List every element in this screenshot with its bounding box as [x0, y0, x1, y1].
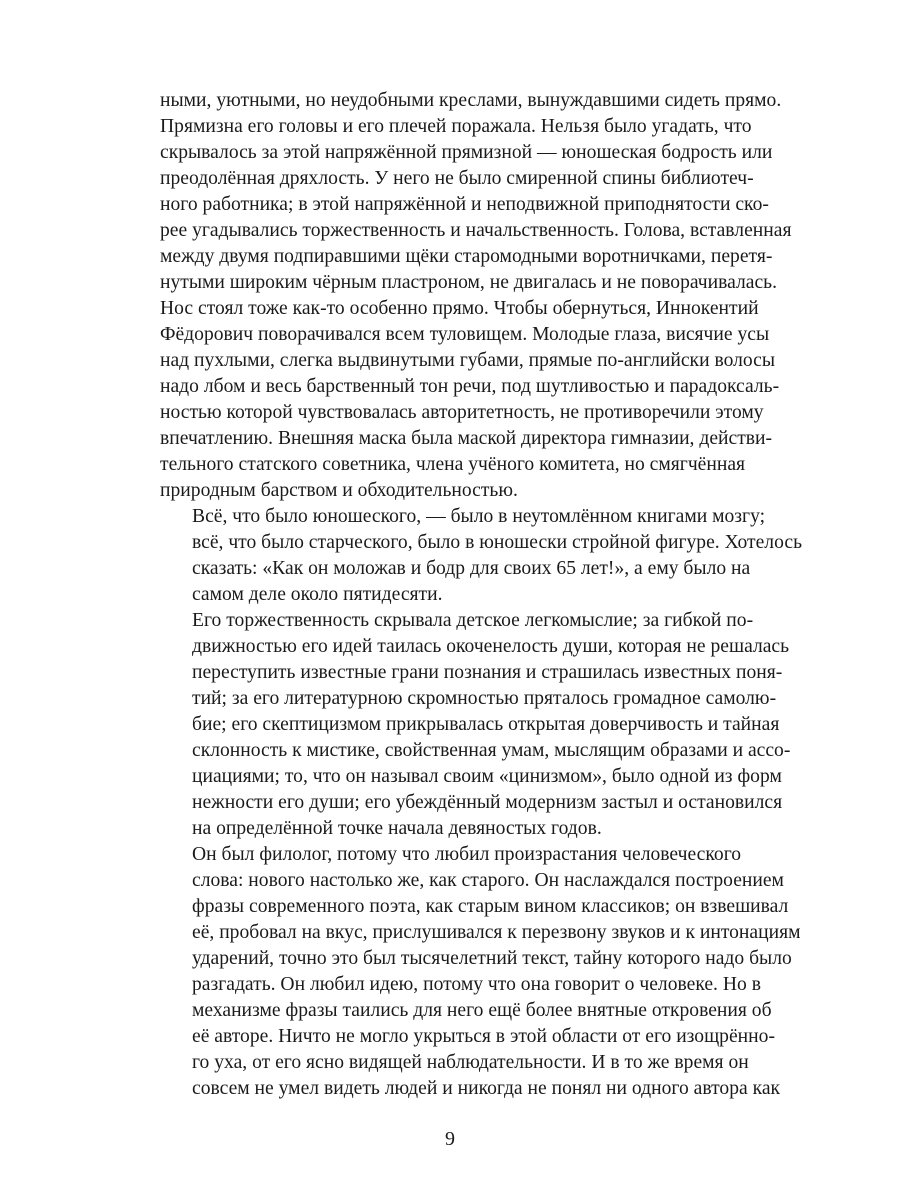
text-line: ностью которой чувствовалась авторитетность, не противоречили этому — [160, 402, 764, 423]
text-line: надо лбом и весь барственный тон речи, под шутливостью и парадоксаль- — [160, 376, 780, 397]
text-line: скрывалось за этой напряжённой прямизной — юношеская бодрость или — [160, 142, 773, 163]
paragraph — [160, 842, 801, 1102]
text-line: её авторе. Ничто не могло укрыться в этой области от его изощрённо- — [192, 1026, 775, 1047]
text-line: тельного статского советника, члена учёного комитета, но смягчённая — [160, 454, 746, 475]
text-line: переступить известные грани познания и страшилась известных поня- — [192, 662, 783, 683]
text-line: рее угадывались торжественность и начальственность. Голова, вставленная — [160, 220, 792, 241]
page-number: 9 — [445, 1128, 455, 1150]
paragraph — [160, 88, 792, 504]
text-line: сказать: «Как он моложав и бодр для своих 65 лет!», а ему было на — [192, 558, 751, 579]
text-line: ударений, точно это был тысячелетний текст, тайну которого надо было — [192, 948, 792, 969]
page-body — [160, 88, 802, 1102]
text-line: Его торжественность скрывала детское легкомыслие; за гибкой по- — [192, 610, 754, 631]
text-line: ными, уютными, но неудобными креслами, вынуждавшими сидеть прямо. — [160, 90, 782, 111]
text-line: Прямизна его головы и его плечей поражала. Нельзя было угадать, что — [160, 116, 752, 137]
text-line: склонность к мистике, свойственная умам, мыслящим образами и ассо- — [192, 740, 791, 761]
text-line: природным барством и обходительностью. — [160, 480, 518, 501]
text-line: движностью его идей таилась окоченелость души, которая не решалась — [192, 636, 790, 657]
text-line: самом деле около пятидесяти. — [192, 584, 443, 605]
text-line: впечатлению. Внешняя маска была маской директора гимназии, действи- — [160, 428, 773, 449]
text-line: её, пробовал на вкус, прислушивался к перезвону звуков и к интонациям — [192, 922, 801, 943]
text-line: тий; за его литературною скромностью пряталось громадное самолю- — [192, 688, 777, 709]
text-line: циациями; то, что он называл своим «цинизмом», было одной из форм — [192, 766, 782, 787]
text-line: между двумя подпиравшими щёки старомодными воротничками, перетя- — [160, 246, 773, 267]
text-line: нежности его души; его убеждённый модернизм застыл и остановился — [192, 792, 783, 813]
text-line: слова: нового настолько же, как старого. Он наслаждался построением — [192, 870, 784, 891]
text-line: ного работника; в этой напряжённой и неподвижной приподнятости ско- — [160, 194, 769, 215]
text-line: го уха, от его ясно видящей наблюдательности. И в то же время он — [192, 1052, 749, 1073]
text-line: преодолённая дряхлость. У него не было смиренной спины библиотеч- — [160, 168, 754, 189]
text-line: нутыми широким чёрным пластроном, не двигалась и не поворачивалась. — [160, 272, 777, 293]
paragraph — [160, 504, 802, 608]
text-line: на определённой точке начала девяностых годов. — [192, 818, 602, 839]
text-line: Он был филолог, потому что любил произрастания человеческого — [192, 844, 742, 865]
paragraph — [160, 608, 791, 842]
text-line: фразы современного поэта, как старым вином классиков; он взвешивал — [192, 896, 789, 917]
text-line: Всё, что было юношеского, — было в неутомлённом книгами мозгу; — [192, 506, 766, 527]
text-line: бие; его скептицизмом прикрывалась открытая доверчивость и тайная — [192, 714, 780, 735]
text-line: над пухлыми, слегка выдвинутыми губами, прямые по-английски волосы — [160, 350, 776, 371]
text-line: механизме фразы таились для него ещё более внятные откровения об — [192, 1000, 772, 1021]
text-line: всё, что было старческого, было в юношески стройной фигуре. Хотелось — [192, 532, 802, 553]
text-line: Нос стоял тоже как-то особенно прямо. Чтобы обернуться, Иннокентий — [160, 298, 759, 319]
text-line: совсем не умел видеть людей и никогда не понял ни одного автора как — [192, 1078, 781, 1099]
text-line: Фёдорович поворачивался всем туловищем. Молодые глаза, висячие усы — [160, 324, 770, 345]
text-line: разгадать. Он любил идею, потому что она говорит о человеке. Но в — [192, 974, 761, 995]
